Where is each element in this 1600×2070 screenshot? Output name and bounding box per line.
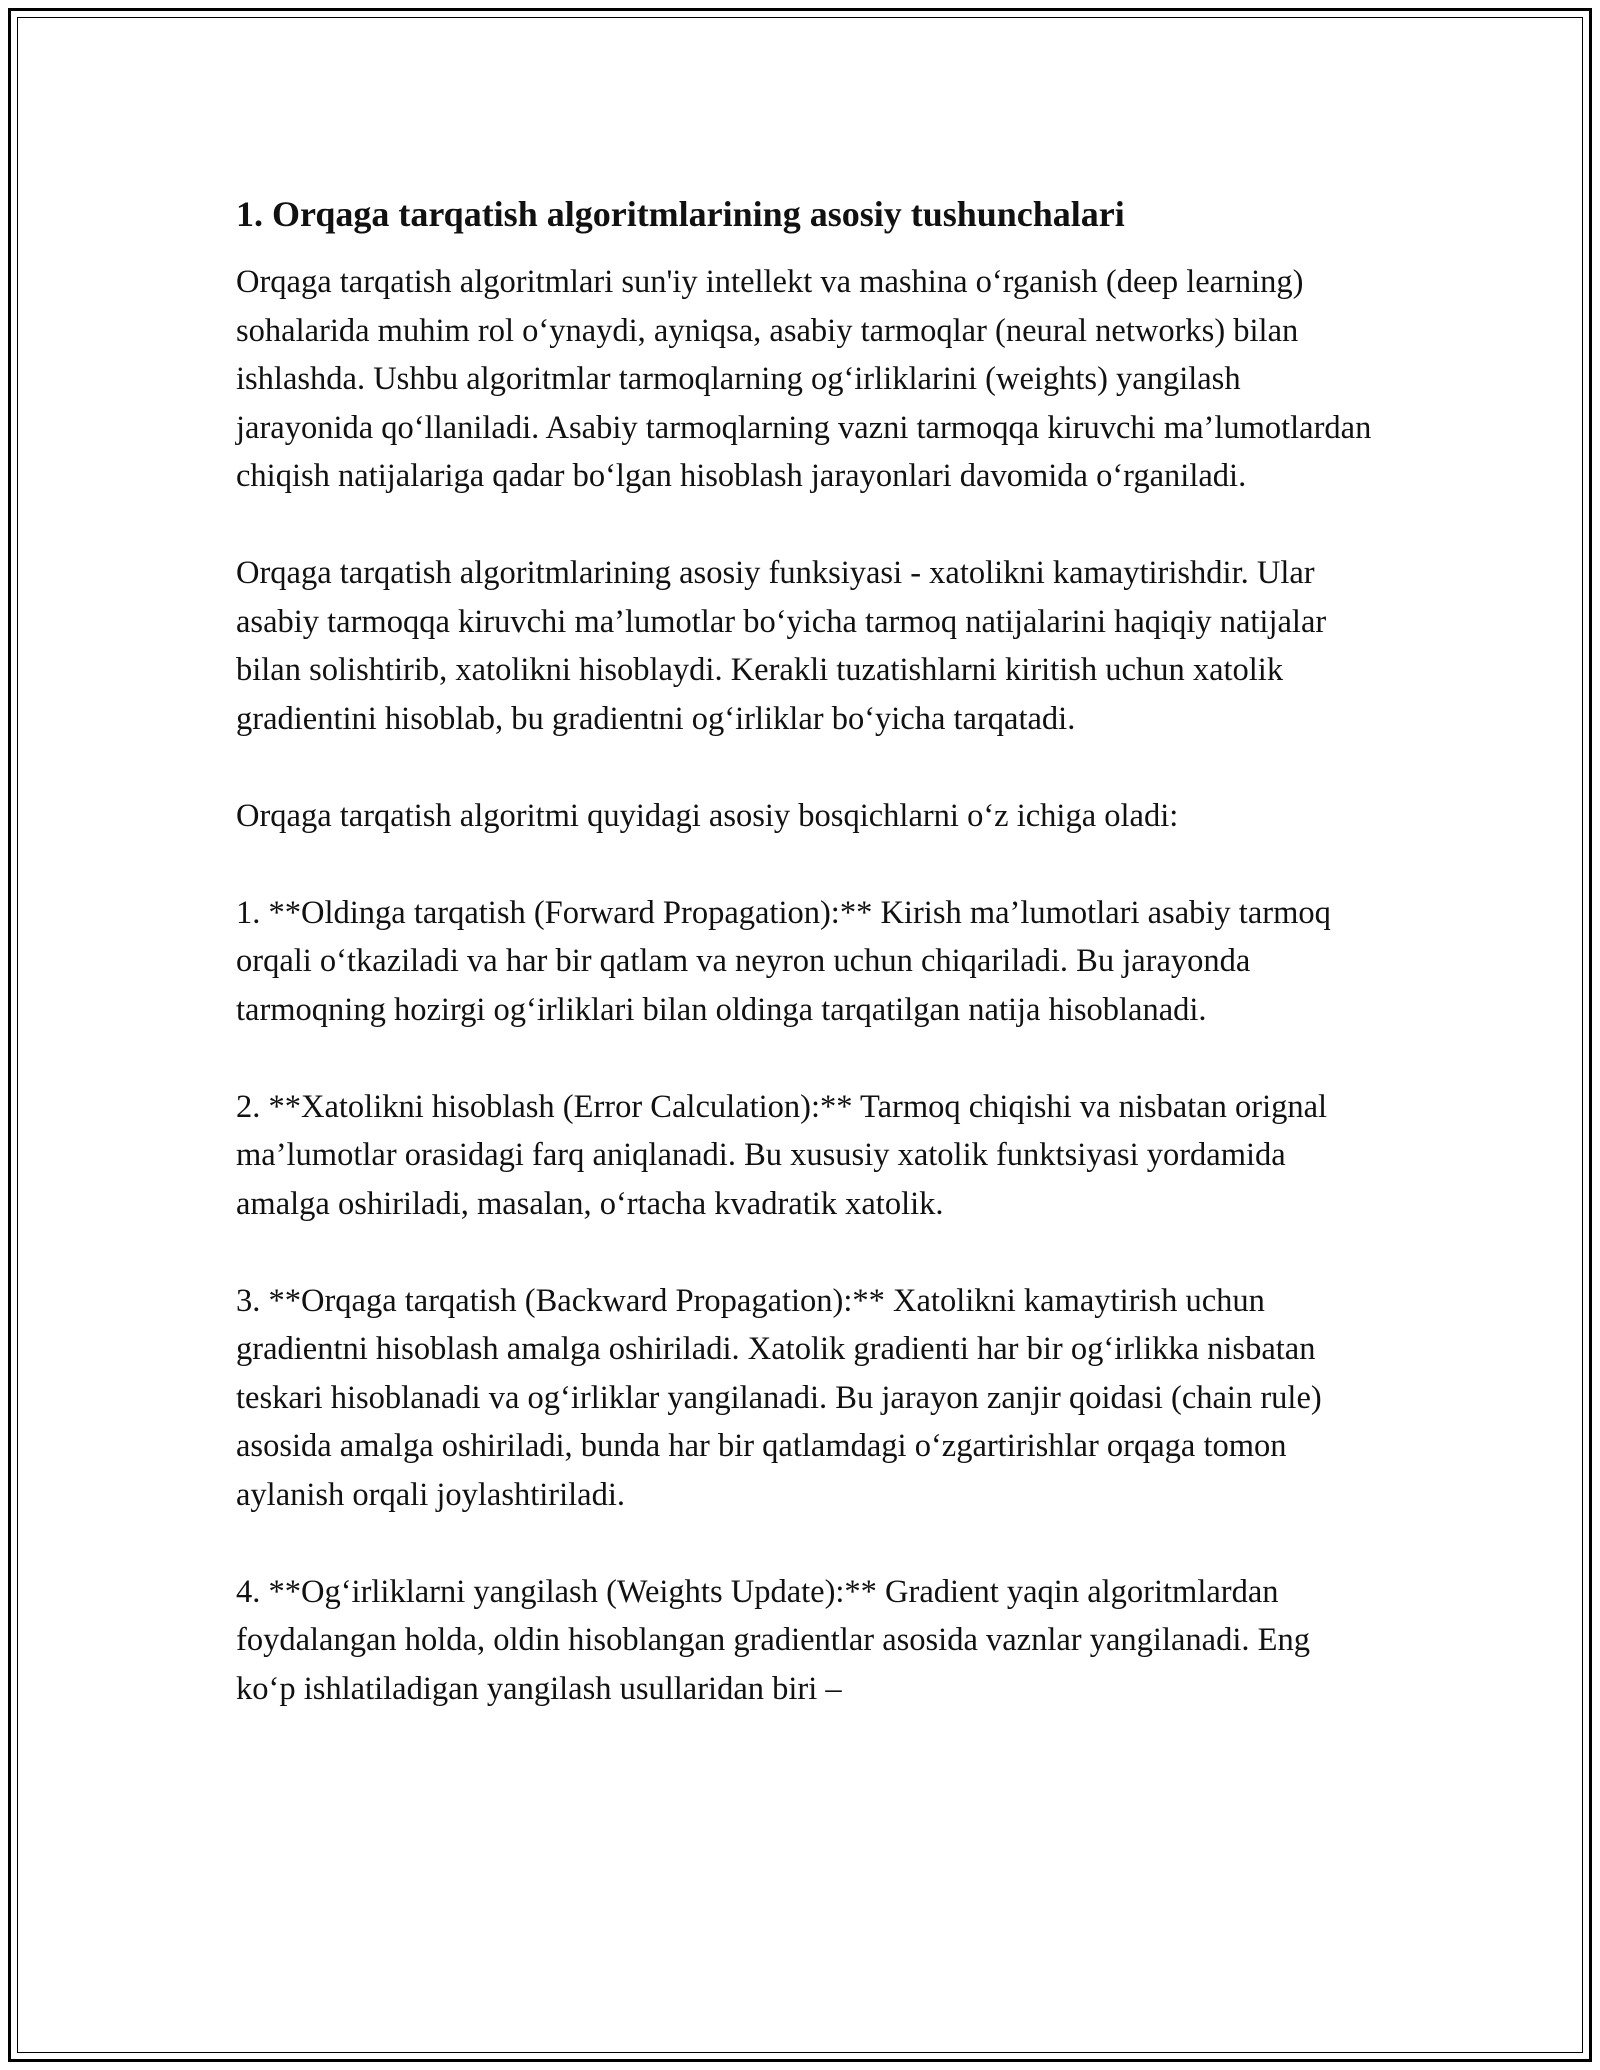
step-error-calculation: 2. **Xatolikni hisoblash (Error Calculation):** Tarmoq chiqishi va nisbatan orignal ma’lumotlar orasidagi farq aniqlanadi. Bu xususiy xatolik funktsiyasi yordamida amalga oshiriladi, masalan, o‘rtacha kvadratik xatolik. [236, 1088, 1328, 1222]
document-body [236, 190, 1376, 1762]
paragraph-intro: Orqaga tarqatish algoritmlari sun'iy intellekt va mashina o‘rganish (deep learning) sohalarida muhim rol o‘ynaydi, ayniqsa, asabiy tarmoqlar (neural networks) bilan ishlashda. Ushbu algoritmlar tarmoqlarning og‘irliklarini (weights) yangilash jarayonida qo‘llaniladi. Asabiy tarmoqlarning vazni tarmoqqa kiruvchi ma’lumotlardan chiqish natijalariga qadar bo‘lgan hisoblash jarayonlari davomida o‘rganiladi. [236, 264, 1372, 494]
step-weights-update: 4. **Og‘irliklarni yangilash (Weights Update):** Gradient yaqin algoritmlardan foydalangan holda, oldin hisoblangan gradientlar asosida vaznlar yangilanadi. Eng ko‘p ishlatiladigan yangilash usullaridan biri – [236, 1573, 1310, 1707]
step-forward-propagation: 1. **Oldinga tarqatish (Forward Propagation):** Kirish ma’lumotlari asabiy tarmoq orqali o‘tkaziladi va har bir qatlam va neyron uchun chiqariladi. Bu jarayonda tarmoqning hozirgi og‘irliklari bilan oldinga tarqatilgan natija hisoblanadi. [236, 894, 1331, 1028]
paragraph-main-function: Orqaga tarqatish algoritmlarining asosiy funksiyasi - xatolikni kamaytirishdir. Ular asabiy tarmoqqa kiruvchi ma’lumotlar bo‘yicha tarmoq natijalarini haqiqiy natijalar bilan solishtirib, xatolikni hisoblaydi. Kerakli tuzatishlarni kiritish uchun xatolik gradientini hisoblab, bu gradientni og‘irliklar bo‘yicha tarqatadi. [236, 555, 1327, 737]
step-backward-propagation: 3. **Orqaga tarqatish (Backward Propagation):** Xatolikni kamaytirish uchun gradientni hisoblash amalga oshiriladi. Xatolik gradienti har bir og‘irlikka nisbatan teskari hisoblanadi va og‘irliklar yangilanadi. Bu jarayon zanjir qoidasi (chain rule) asosida amalga oshiriladi, bunda har bir qatlamdagi o‘zgartirishlar orqaga tomon aylanish orqali joylashtiriladi. [236, 1282, 1322, 1513]
section-heading: 1. Orqaga tarqatish algoritmlarining asosiy tushunchalari [236, 194, 1125, 234]
paragraph-steps-intro: Orqaga tarqatish algoritmi quyidagi asosiy bosqichlarni o‘z ichiga oladi: [236, 797, 1179, 834]
